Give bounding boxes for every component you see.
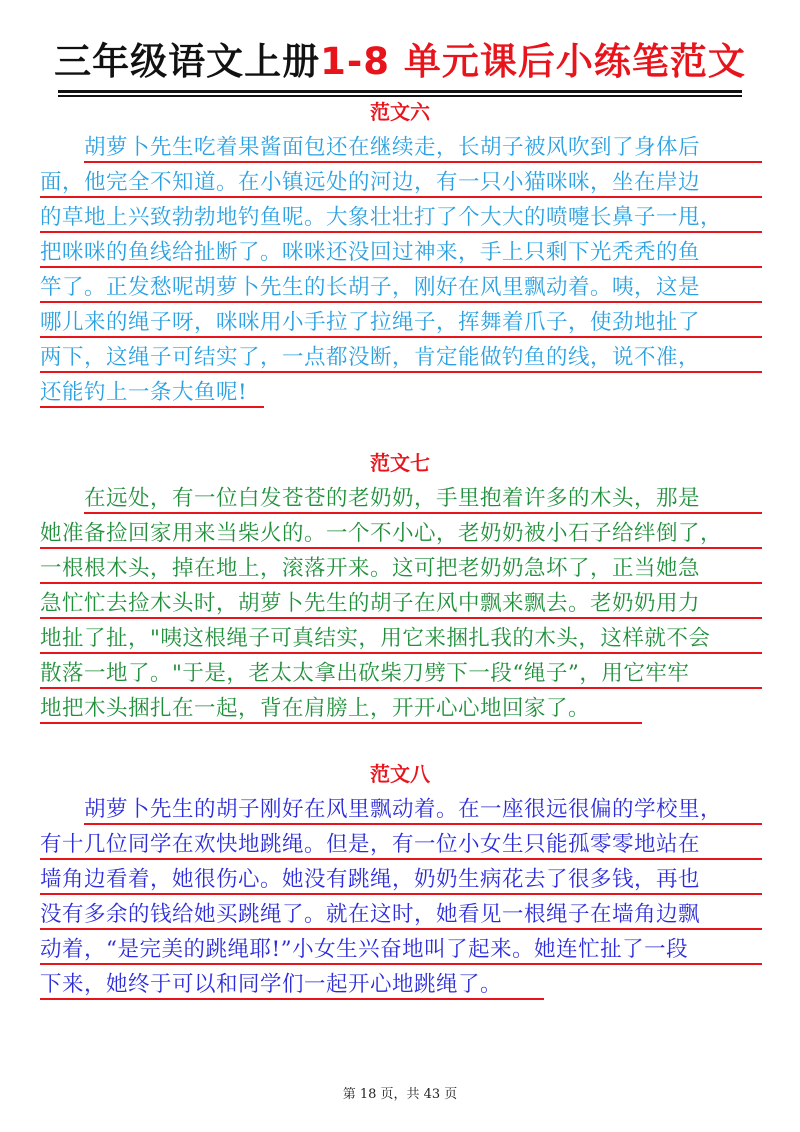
text-line: 她准备捡回家用来当柴火的。一个不小心，老奶奶被小石子给绊倒了，	[40, 516, 762, 551]
text-line: 在远处，有一位白发苍苍的老奶奶，手里抱着许多的木头，那是	[40, 481, 762, 516]
title-red-part: 1-8 单元课后小练笔范文	[320, 40, 746, 83]
title-rule-top	[58, 90, 742, 93]
section-six-body	[40, 130, 762, 410]
text-line: 哪儿来的绳子呀，咪咪用小手拉了拉绳子，挥舞着爪子，使劲地扯了	[40, 305, 762, 340]
text-line: 有十几位同学在欢快地跳绳。但是，有一位小女生只能孤零零地站在	[40, 827, 762, 862]
text-line: 面，他完全不知道。在小镇远处的河边，有一只小猫咪咪，坐在岸边	[40, 165, 762, 200]
title-black-part: 三年级语文上册	[54, 40, 321, 83]
section-eight-body	[40, 792, 762, 1002]
text-line: 胡萝卜先生的胡子刚好在风里飘动着。在一座很远很偏的学校里，	[40, 792, 762, 827]
text-line: 两下，这绳子可结实了，一点都没断，肯定能做钓鱼的线，说不准，	[40, 340, 762, 375]
text-line: 动着，“是完美的跳绳耶!”小女生兴奋地叫了起来。她连忙扯了一段	[40, 932, 762, 967]
section-seven-heading: 范文七	[370, 451, 430, 475]
text-line: 没有多余的钱给她买跳绳了。就在这时，她看见一根绳子在墙角边飘	[40, 897, 762, 932]
text-line: 竿了。正发愁呢胡萝卜先生的长胡子，刚好在风里飘动着。咦，这是	[40, 270, 762, 305]
text-line: 散落一地了。"于是，老太太拿出砍柴刀劈下一段“绳子”，用它牢牢	[40, 656, 762, 691]
text-line: 地扯了扯，"咦这根绳子可真结实，用它来捆扎我的木头，这样就不会	[40, 621, 762, 656]
text-line: 胡萝卜先生吃着果酱面包还在继续走，长胡子被风吹到了身体后	[40, 130, 762, 165]
text-line: 还能钓上一条大鱼呢!	[40, 375, 762, 410]
text-line: 把咪咪的鱼线给扯断了。咪咪还没回过神来，手上只剩下光秃秃的鱼	[40, 235, 762, 270]
section-eight-heading: 范文八	[370, 762, 430, 786]
text-line: 急忙忙去捡木头时，胡萝卜先生的胡子在风中飘来飘去。老奶奶用力	[40, 586, 762, 621]
page-number-footer: 第 18 页，共 43 页	[342, 1087, 458, 1102]
text-line: 墙角边看着，她很伤心。她没有跳绳，奶奶生病花去了很多钱，再也	[40, 862, 762, 897]
title-rule-bottom	[58, 95, 742, 97]
text-line: 地把木头捆扎在一起，背在肩膀上，开开心心地回家了。	[40, 691, 762, 726]
text-line: 下来，她终于可以和同学们一起开心地跳绳了。	[40, 967, 762, 1002]
page-title	[50, 38, 750, 86]
text-line: 一根根木头，掉在地上，滚落开来。这可把老奶奶急坏了，正当她急	[40, 551, 762, 586]
section-seven-body	[40, 481, 762, 726]
section-six-heading: 范文六	[370, 100, 430, 124]
text-line: 的草地上兴致勃勃地钓鱼呢。大象壮壮打了个大大的喷嚏长鼻子一甩，	[40, 200, 762, 235]
